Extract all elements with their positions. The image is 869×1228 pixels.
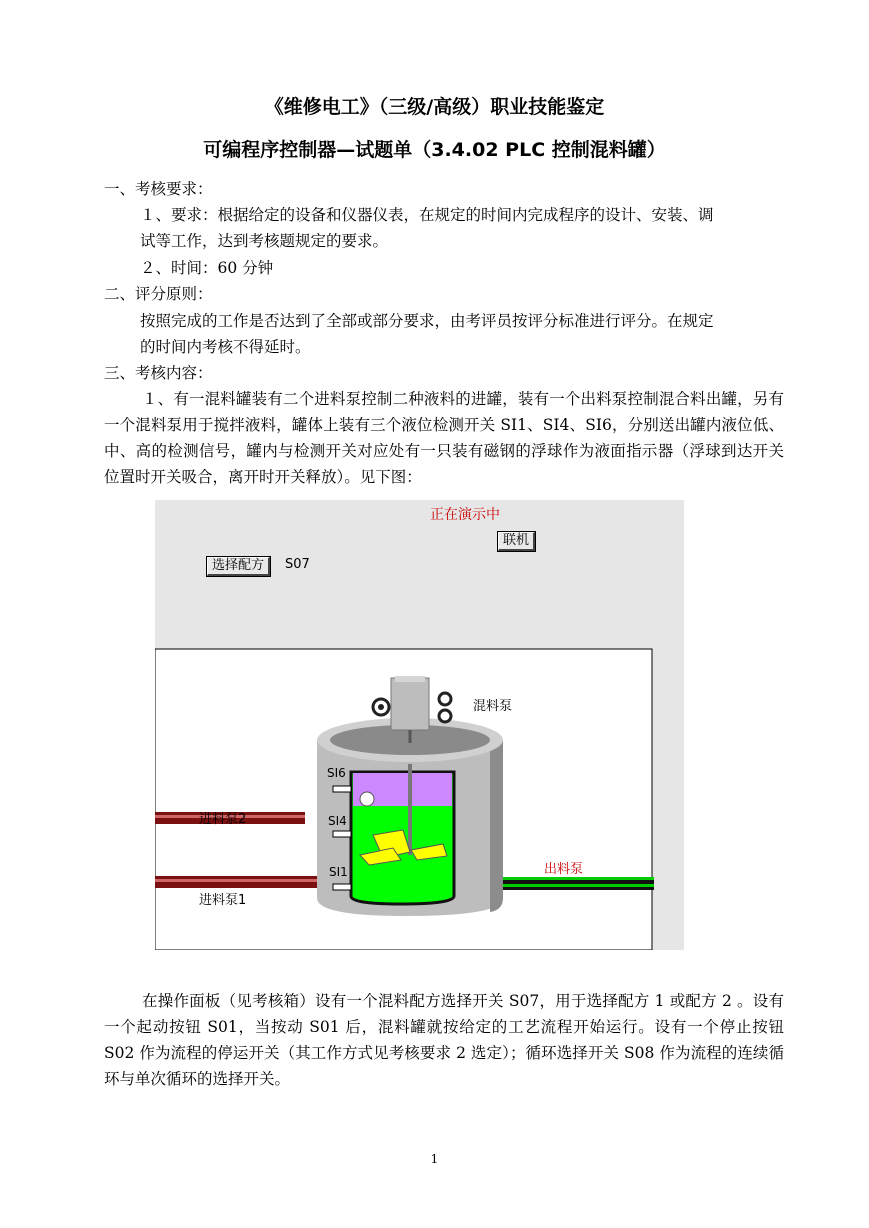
sensor-si6 [333,786,351,792]
mixer-pump-label: 混料泵 [473,699,513,714]
section-1-item-2: ２、时间：60 分钟 [140,259,274,277]
sensor-si6-label: SI6 [327,766,346,780]
online-button[interactable]: 联机 [498,532,535,551]
document-title: 《维修电工》（三级/高级）职业技能鉴定 [264,96,605,118]
sensor-si1-label: SI1 [329,865,348,879]
section-3-paragraph-2: 在操作面板（见考核箱）设有一个混料配方选择开关 S07，用于选择配方 1 或配方 2 。设有一个起动按钮 S01，当按动 S01 后，混料罐就按给定的工艺流程开始运行。设有一个停止按钮 S02 作为流程的停运开关（其工作方式见考核要求 2 选定）；循环选择开关 S08 作为流程的连续循环与单次循环的选择开关。 [104,992,784,1088]
section-2-heading: 二、评分原则： [104,285,213,303]
sensor-si4-label: SI4 [328,814,347,828]
section-2-line-2: 的时间内考核不得延时。 [140,338,311,356]
section-1-item-1-line-1: １、要求：根据给定的设备和仪器仪表，在规定的时间内完成程序的设计、安装、调 [140,206,714,224]
mixer-motor [391,678,429,730]
section-3-heading: 三、考核内容： [104,364,213,382]
document-subtitle: 可编程序控制器—试题单（3.4.02 PLC 控制混料罐） [203,139,666,161]
sensor-si1 [333,884,351,890]
section-3-paragraph-1: １、有一混料罐装有二个进料泵控制二种液料的进罐，装有一个出料泵控制混合料出罐，另有一个混料泵用于搅拌液料，罐体上装有三个液位检测开关 SI1、SI4、SI6，分别送出罐内液位低、中、高的检测信号，罐内与检测开关对应处有一只装有磁钢的浮球作为液面指示器（浮球到达开关位置时开关吸合，离开时开关释放）。见下图： [104,390,784,486]
outlet-pump-label: 出料泵 [544,862,584,877]
mixing-tank-diagram [155,500,684,950]
feed-pump-2-label: 进料泵2 [199,812,247,827]
mixing-tank-figure [155,500,684,950]
recipe-switch-label: S07 [285,557,310,572]
sensor-si4 [333,831,351,837]
float-ball [360,792,374,806]
page-number: 1 [430,1152,439,1166]
section-2-line-1: 按照完成的工作是否达到了全部或部分要求，由考评员按评分标准进行评分。在规定 [140,312,714,330]
feed-pump-1-label: 进料泵1 [199,893,247,908]
status-text: 正在演示中 [430,507,500,523]
select-recipe-button[interactable]: 选择配方 [207,557,270,576]
section-1-item-1-line-2: 试等工作，达到考核题规定的要求。 [140,232,389,250]
section-1-heading: 一、考核要求： [104,180,213,198]
